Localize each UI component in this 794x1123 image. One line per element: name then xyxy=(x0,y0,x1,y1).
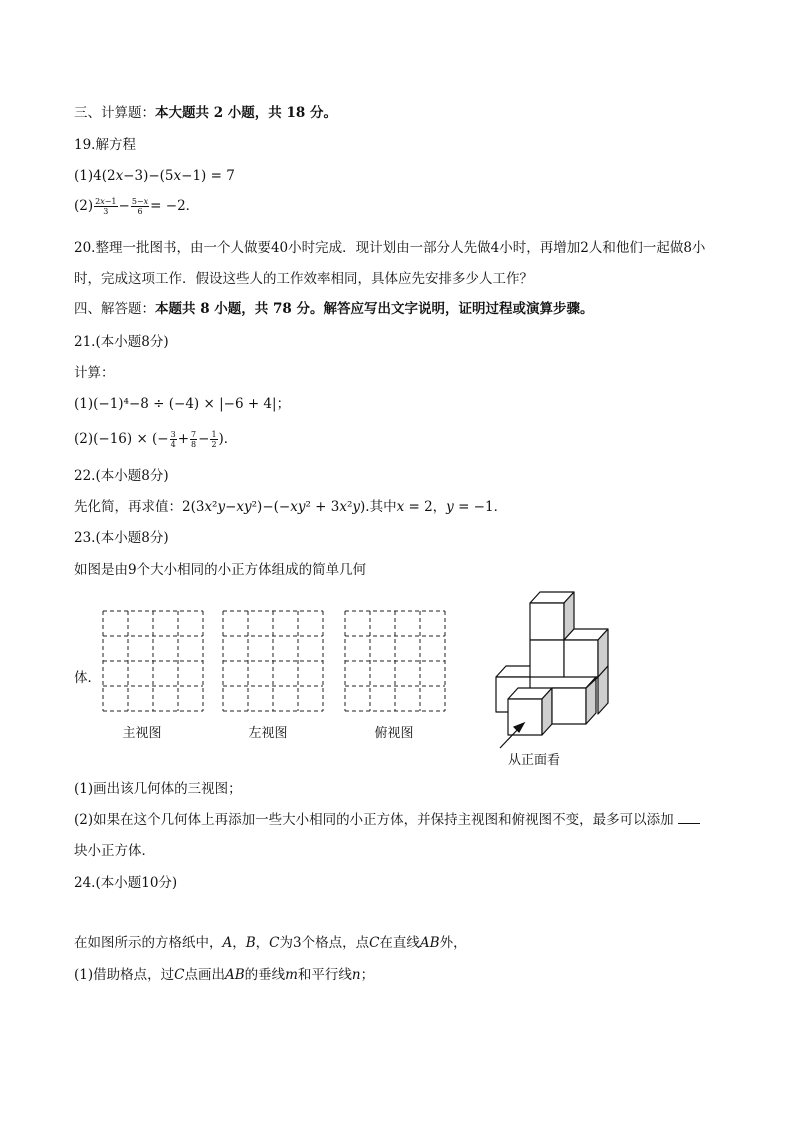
q21-part2 xyxy=(74,430,237,449)
section-4-header xyxy=(74,300,593,318)
arrow-label: 从正面看 xyxy=(508,753,561,768)
section-4-info: 本题共 8 小题，共 78 分。解答应写出文字说明，证明过程或演算步骤。 xyxy=(155,301,594,317)
front-view-grid xyxy=(102,610,204,712)
section-4-label: 四、解答题： xyxy=(74,301,155,317)
top-view-label: 俯视图 xyxy=(374,726,414,741)
frac-denominator: 8 xyxy=(191,440,197,449)
q19-frac2 xyxy=(131,197,149,216)
answer-blank[interactable] xyxy=(678,811,700,824)
q23-part2 xyxy=(74,811,700,829)
q22-text: 先化简，再求值：2(3𝑥²𝑦−𝑥𝑦²)−(−𝑥𝑦² + 3𝑥²𝑦).其中𝑥 = 2，𝑦 = −1． xyxy=(74,499,508,515)
q21-part1: (1)(−1)⁴−8 ÷ (−4) × |−6 + 4|； xyxy=(74,396,291,412)
frac-denominator: 2 xyxy=(211,440,217,449)
frac-denominator: 3 xyxy=(103,207,109,216)
left-view-grid xyxy=(222,610,324,712)
front-view-label: 主视图 xyxy=(122,726,162,741)
section-3-label: 三、计算题： xyxy=(74,105,155,121)
minus-sign: − xyxy=(198,431,210,447)
frac-denominator: 4 xyxy=(170,440,176,449)
q19-frac1 xyxy=(94,197,117,216)
q24-part1: (1)借助格点，过𝐶点画出𝐴𝐵的垂线𝑚和平行线𝑛； xyxy=(74,967,375,983)
frac-numerator: 5−𝑥 xyxy=(131,197,149,206)
frac-numerator: 2𝑥−1 xyxy=(95,197,117,206)
frac-denominator: 6 xyxy=(137,207,143,216)
section-3-info: 本大题共 2 小题，共 18 分。 xyxy=(155,105,337,121)
q21-title: 21.(本小题8分) xyxy=(74,334,169,350)
q24-intro: 在如图所示的方格纸中，𝐴，𝐵，𝐶为3个格点，点𝐶在直线𝐴𝐵外， xyxy=(74,935,467,951)
cube-front-face xyxy=(552,688,586,724)
left-view-label: 左视图 xyxy=(248,726,288,741)
q19-title: 19.解方程 xyxy=(74,137,136,153)
frac-numerator: 3 xyxy=(170,430,176,439)
q23-title: 23.(本小题8分) xyxy=(74,530,169,546)
q21-part2-prefix: (2)(−16) × (− xyxy=(74,431,169,447)
q21-intro: 计算： xyxy=(74,365,115,381)
q19-part2-suffix: = −2． xyxy=(150,198,200,214)
cube-front-face xyxy=(564,640,598,677)
q22-title: 22.(本小题8分) xyxy=(74,468,169,484)
q21-frac3 xyxy=(210,430,217,449)
q23-part2-cont: 块小正方体． xyxy=(74,843,155,859)
cube-front-face xyxy=(508,699,542,735)
q23-part2-text: (2)如果在这个几何体上再添加一些大小相同的小正方体，并保持主视图和俯视图不变，最多可以添加 xyxy=(74,812,674,828)
cube-figure xyxy=(484,588,634,758)
q19-part2-prefix: (2) xyxy=(74,198,94,214)
minus-sign: − xyxy=(118,198,130,214)
q23-intro: 如图是由9个大小相同的小正方体组成的简单几何 xyxy=(74,562,367,578)
frac-numerator: 7 xyxy=(191,430,197,439)
q21-part2-suffix: )． xyxy=(218,431,238,447)
q21-frac2 xyxy=(190,430,197,449)
cube-front-face xyxy=(530,603,564,640)
q19-part2 xyxy=(74,197,199,216)
frac-numerator: 1 xyxy=(211,430,217,439)
top-view-grid xyxy=(344,610,446,712)
q20-line1: 20.整理一批图书，由一个人做要40小时完成．现计划由一部分人先做4小时，再增加2人和他们一起做8小 xyxy=(74,240,706,256)
q23-part1: (1)画出该几何体的三视图； xyxy=(74,781,242,797)
q19-part1: (1)4(2𝑥−3)−(5𝑥−1) = 7 xyxy=(74,168,235,184)
q21-frac1 xyxy=(170,430,177,449)
q24-title: 24.(本小题10分) xyxy=(74,875,178,891)
q23-intro-tail: 体． xyxy=(74,670,101,686)
section-3-header xyxy=(74,104,337,122)
q20-line2: 时，完成这项工作．假设这些人的工作效率相同，具体应先安排多少人工作？ xyxy=(74,271,533,287)
cube-front-face xyxy=(530,640,564,677)
plus-sign: + xyxy=(177,431,190,447)
